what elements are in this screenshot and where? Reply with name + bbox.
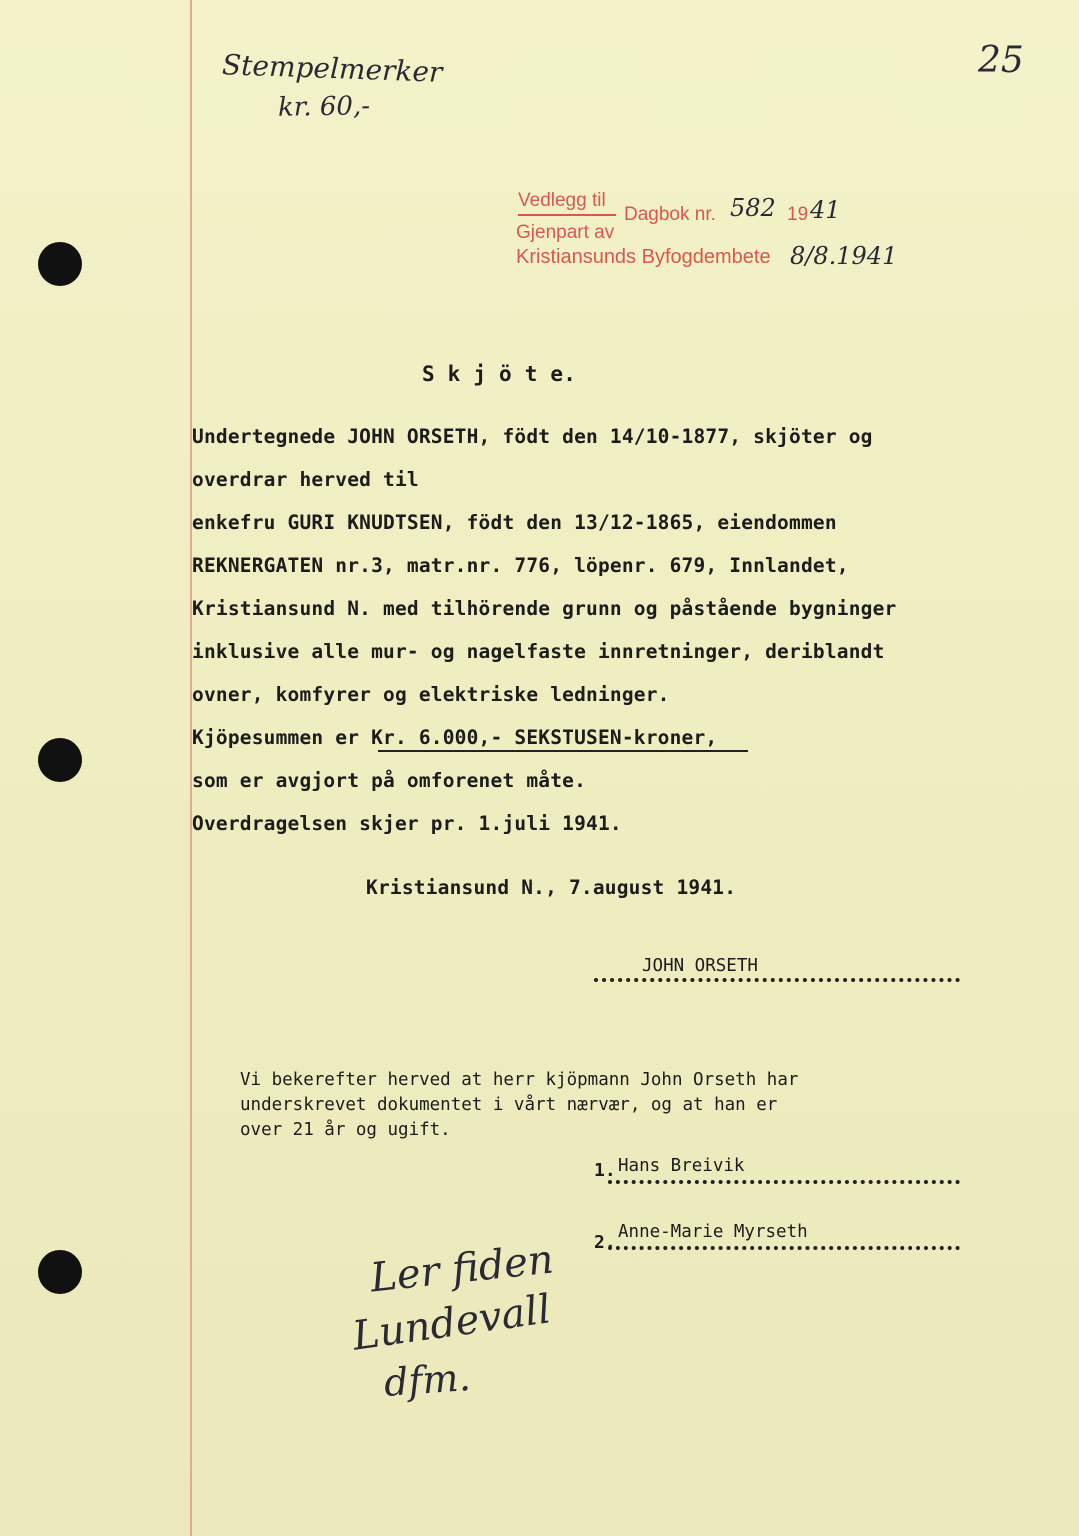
punch-hole bbox=[38, 1250, 82, 1294]
signature-dotted-line bbox=[594, 978, 960, 982]
stamp-dagbok: Dagbok nr. bbox=[624, 204, 716, 225]
witness-1-dotted-line bbox=[608, 1180, 960, 1184]
purchase-sum-line: Kjöpesummen er Kr. 6.000,- SEKSTUSEN-kroner, bbox=[192, 726, 718, 749]
stamp-date: 8/8.1941 bbox=[790, 242, 898, 270]
stamp-gjenpart: Gjenpart av bbox=[516, 222, 615, 243]
witness-statement-line: Vi bekerefter herved at herr kjöpmann John Orseth har bbox=[240, 1070, 799, 1090]
body-line: Undertegnede JOHN ORSETH, födt den 14/10-1877, skjöter og bbox=[192, 425, 873, 448]
body-line: inklusive alle mur- og nagelfaste innretninger, deriblandt bbox=[192, 640, 885, 663]
purchase-sum-underline bbox=[378, 750, 748, 752]
handwritten-note-line3: dfm. bbox=[382, 1355, 472, 1405]
witness-2-number: 2. bbox=[594, 1232, 616, 1253]
punch-hole bbox=[38, 738, 82, 782]
witness-2-name: Anne-Marie Myrseth bbox=[618, 1222, 808, 1242]
witness-1-number: 1. bbox=[594, 1160, 616, 1181]
body-line: ovner, komfyrer og elektriske ledninger. bbox=[192, 683, 670, 706]
stamp-office: Kristiansunds Byfogdembete bbox=[516, 246, 771, 268]
handwritten-note-line1: Ler fiden bbox=[368, 1236, 556, 1302]
page-number: 25 bbox=[978, 40, 1024, 81]
body-line: som er avgjort på omforenet måte. bbox=[192, 769, 587, 792]
body-line: Kristiansund N. med tilhörende grunn og påstående bygninger bbox=[192, 597, 897, 620]
body-line: enkefru GURI KNUDTSEN, födt den 13/12-1865, eiendommen bbox=[192, 511, 837, 534]
witness-statement-line: over 21 år og ugift. bbox=[240, 1120, 451, 1140]
handwritten-note-line2: Lundevall bbox=[349, 1286, 554, 1360]
stamp-vedlegg: Vedlegg til bbox=[518, 190, 606, 211]
signatory-name: JOHN ORSETH bbox=[642, 956, 758, 976]
stamp-note-line1: Stempelmerker bbox=[221, 48, 443, 89]
body-line: REKNERGATEN nr.3, matr.nr. 776, löpenr. 679, Innlandet, bbox=[192, 554, 849, 577]
witness-statement-line: underskrevet dokumentet i vårt nærvær, og at han er bbox=[240, 1095, 778, 1115]
margin-rule bbox=[190, 0, 192, 1536]
witness-2-dotted-line bbox=[608, 1246, 960, 1250]
place-date: Kristiansund N., 7.august 1941. bbox=[366, 876, 737, 899]
stamp-vedlegg-rule bbox=[518, 214, 616, 216]
body-line: overdrar herved til bbox=[192, 468, 419, 491]
stamp-note-line2: kr. 60,- bbox=[277, 91, 371, 123]
punch-hole bbox=[38, 242, 82, 286]
body-line: Overdragelsen skjer pr. 1.juli 1941. bbox=[192, 812, 622, 835]
stamp-dagbok-number: 582 bbox=[730, 194, 776, 222]
document-title: S k j ö t e. bbox=[422, 362, 577, 386]
stamp-year-prefix: 19 bbox=[787, 204, 809, 225]
stamp-year-suffix: 41 bbox=[810, 196, 841, 224]
witness-1-name: Hans Breivik bbox=[618, 1156, 745, 1176]
